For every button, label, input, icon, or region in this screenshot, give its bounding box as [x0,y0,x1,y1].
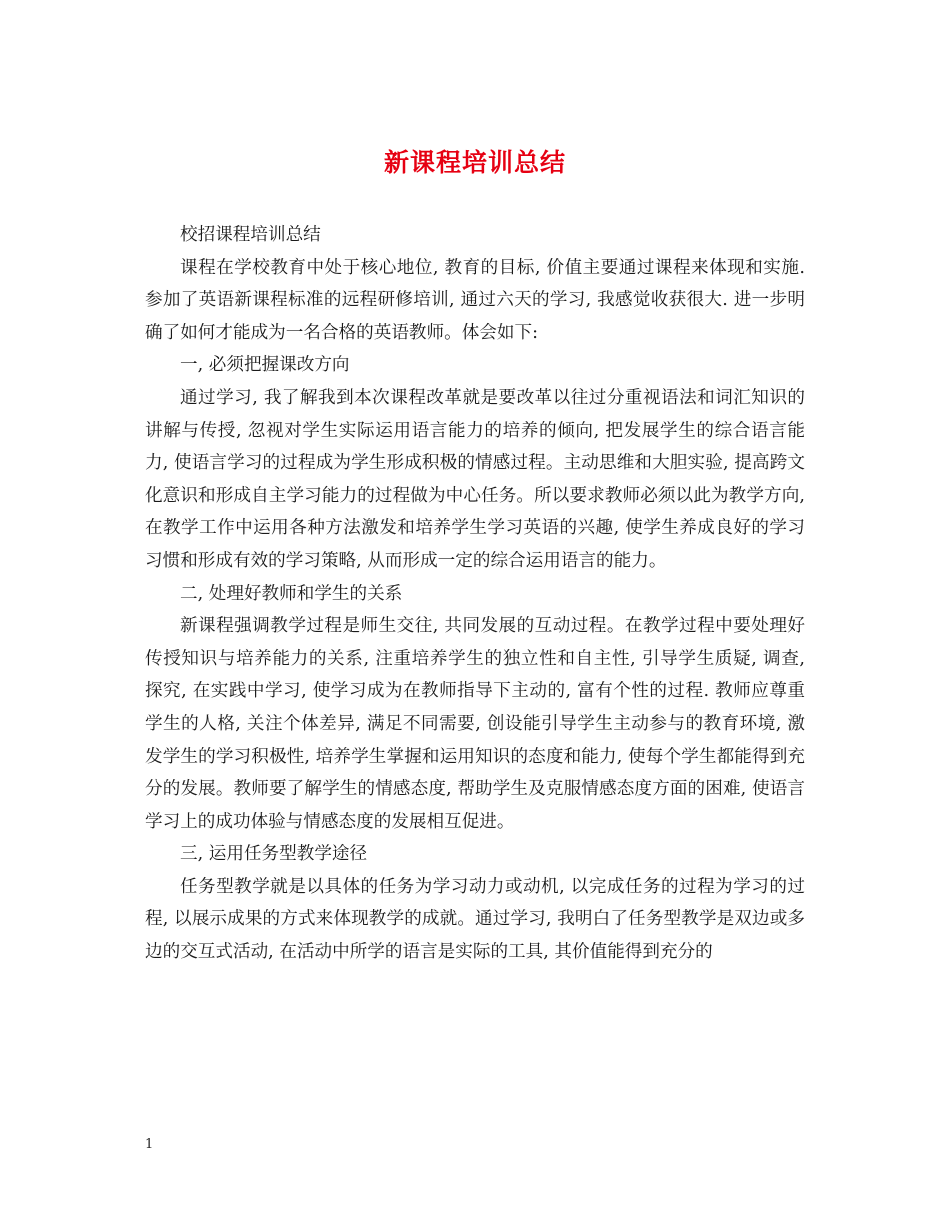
subtitle-paragraph: 校招课程培训总结 [180,225,321,245]
section-heading-3: 三, 运用任务型教学途径 [180,844,368,865]
section-heading-2: 二, 处理好教师和学生的关系 [180,583,403,604]
section-body-3: 任务型教学就是以具体的任务为学习动力或动机, 以完成任务的过程为学习的过程, 以展示成果的方式来体现教学的成就。通过学习, 我明白了任务型教学是双边或多边的交互式活动, 在活动中所学的语言是实际的工具, 其价值能得到充分的 [145,876,805,963]
intro-paragraph: 课程在学校教育中处于核心地位, 教育的目标, 价值主要通过课程来体现和实施. 参加了英语新课程标准的远程研修培训, 通过六天的学习, 我感觉收获很大. 进一步明确了如何才能成为一名合格的英语教师。体会如下: [145,257,805,343]
document-body [145,219,805,969]
section-body-2: 新课程强调教学过程是师生交往, 共同发展的互动过程。在教学过程中要处理好传授知识与培养能力的关系, 注重培养学生的独立性和自主性, 引导学生质疑, 调查, 探究, 在实践中学习, 使学习成为在教师指导下主动的, 富有个性的过程. 教师应尊重学生的人格, 关注个体差异, 满足不同需要, 创设能引导学生主动参与的教育环境, 激发学生的学习积极性, 培养学生掌握和运用知识的态度和能力, 使每个学生都能得到充分的发展。教师要了解学生的情感态度, 帮助学生及克服情感态度方面的困难, 使语言学习上的成功体验与情感态度的发展相互促进。 [145,616,805,832]
section-body-1: 通过学习, 我了解我到本次课程改革就是要改革以往过分重视语法和词汇知识的讲解与传授, 忽视对学生实际运用语言能力的培养的倾向, 把发展学生的综合语言能力, 使语言学习的过程成为学生形成积极的情感过程。主动思维和大胆实验, 提高跨文化意识和形成自主学习能力的过程做为中心任务。所以要求教师必须以此为教学方向, 在教学工作中运用各种方法激发和培养学生学习英语的兴趣, 使学生养成良好的学习习惯和形成有效的学习策略, 从而形成一定的综合运用语言的能力。 [145,387,805,571]
page-number: 1 [145,1137,154,1152]
section-heading-1: 一, 必须把握课改方向 [180,355,350,376]
document-title: 新课程培训总结 [383,148,566,177]
